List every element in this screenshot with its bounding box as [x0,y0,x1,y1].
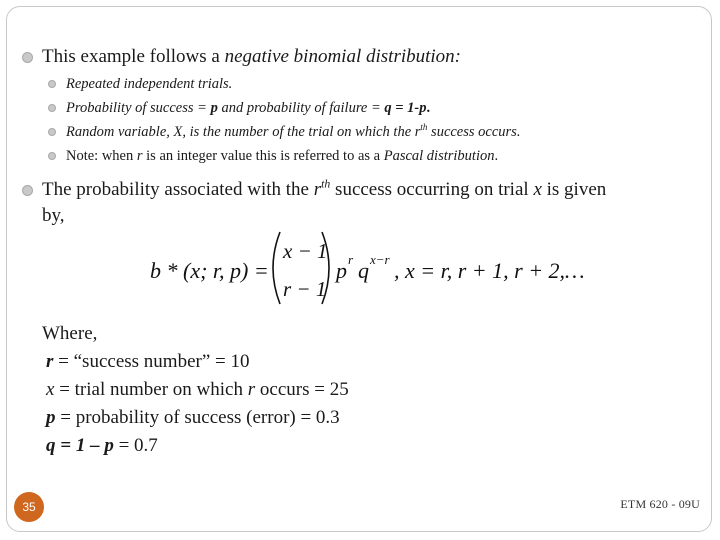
sub-bullet-probability [48,98,430,118]
left-paren-icon [273,232,280,304]
bullet-dot-icon [48,104,56,112]
sub-bullet-text: Note: when r is an integer value this is referred to as a Pascal distribution. [66,148,499,164]
definition-r: r = “success number” = 10 [46,351,250,372]
footer-course-label: ETM 620 - 09U [620,497,700,511]
bullet-dot-icon [22,52,33,63]
bullet-text: The probability associated with the $r^{th}$ success occurring on trial x is given by, [42,177,607,226]
formula-rhs: , x = r, r + 1, r + 2,… [394,258,585,283]
negative-binomial-formula [150,228,590,308]
sub-bullet-random-variable [48,122,520,142]
sub-bullet-repeated-trials [48,74,232,94]
bullet-dot-icon [48,80,56,88]
formula-p-exponent: r [348,252,354,267]
definition-q: q = 1 – p = 0.7 [46,435,158,456]
formula-q-exponent: x−r [370,252,390,267]
formula-lhs: b * (x; r, p) = [150,258,269,283]
sub-bullet-pascal-note [48,146,498,166]
formula-binom-bottom: r − 1 [283,277,327,301]
bullet-dot-icon [22,185,33,196]
sub-bullet-text: Random variable, X, is the number of the trial on which the $r^{th}$ success occurs. [66,122,521,140]
sub-bullet-text: Probability of success = p and probability of failure = q = 1-p. [66,100,431,116]
bullet-dot-icon [48,128,56,136]
formula-q: q [358,258,369,283]
bullet-probability-rth-success [22,177,692,229]
bullet-negative-binomial [22,44,461,70]
definition-x: x = trial number on which r occurs = 25 [46,379,349,400]
formula-binom-top: x − 1 [283,239,328,263]
where-definitions [42,320,349,460]
sub-bullet-text: Repeated independent trials. [66,76,233,92]
bullet-dot-icon [48,152,56,160]
slide-number-badge: 35 [14,492,44,522]
definition-p: p = probability of success (error) = 0.3 [46,407,340,428]
where-label: Where, [42,323,98,344]
bullet-text: This example follows a negative binomial distribution: [42,46,462,67]
formula-p: p [336,258,347,283]
